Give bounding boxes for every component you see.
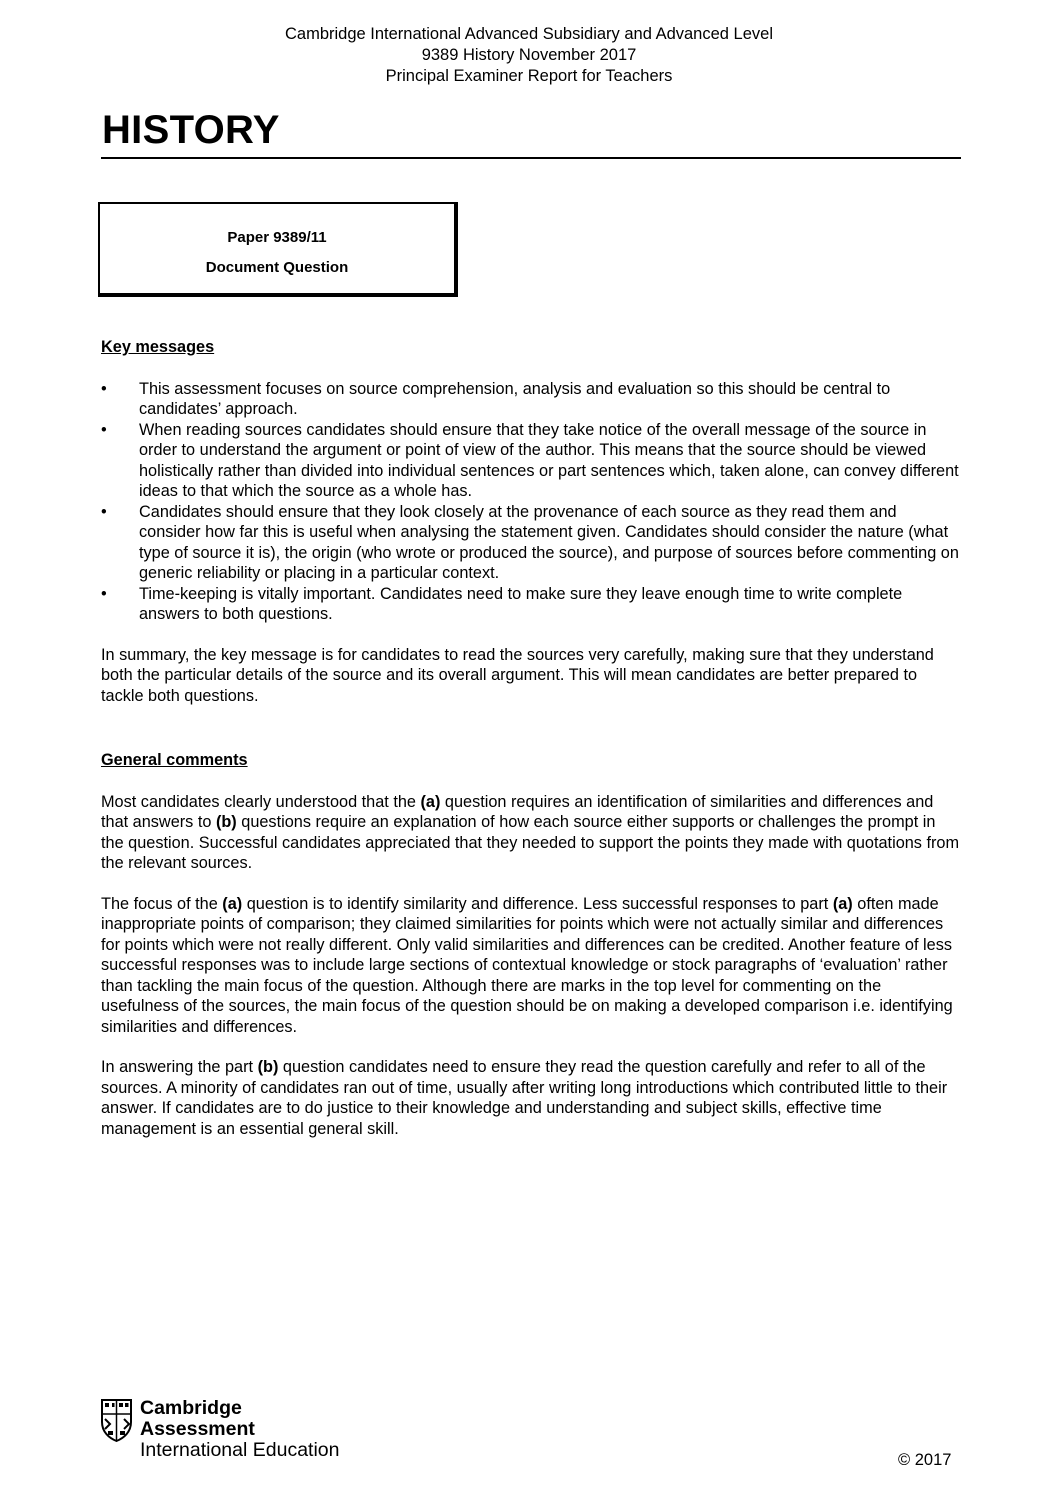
general-comments-paragraph-1 — [101, 792, 961, 874]
general-comments-heading: General comments — [101, 751, 248, 769]
paragraph-text: often made inappropriate points of comparison; they claimed similarities for points which were not actually similar and differences for points which were not really different. Only valid similarities and differences can be credited. Another feature of less successful responses was to include large sections of contextual knowledge or stock paragraphs of ‘evaluation’ rather than tackling the main focus of the question. Although there are marks in the top level for commenting on the usefulness of the sources, the main focus of the question should be on making a developed comparison i.e. identifying similarities and differences. — [101, 894, 953, 1036]
question-part-label: (a) — [420, 792, 441, 811]
key-messages-list — [101, 379, 961, 625]
list-item — [101, 420, 961, 502]
paragraph-text: In answering the part — [101, 1058, 258, 1076]
general-comments-paragraph-3 — [101, 1057, 961, 1139]
list-item — [101, 379, 961, 420]
paper-info-box — [98, 202, 458, 297]
logo-line-2: International Education — [140, 1439, 340, 1461]
paragraph-text: question is to identify similarity and difference. Less successful responses to part — [242, 894, 833, 913]
paragraph-text: question candidates need to ensure they read the question carefully and refer to all of the sources. A minority of candidates ran out of time, usually after writing long introductions which contributed little to their answer. If candidates are to do justice to their knowledge and understanding and subject skills, effective time management is an essential general skill. — [101, 1058, 948, 1138]
list-item-text: Candidates should ensure that they look closely at the provenance of each source as they read them and consider how far this is useful when analysing the statement given. Candidates should consider the nature (what type of source it is), the origin (who wrote or produced the source), and purpose of sources before commenting on generic reliability or placing in a particular context. — [139, 502, 959, 582]
bullet-icon: • — [101, 420, 107, 439]
logo-line-1: Cambridge Assessment — [140, 1397, 255, 1440]
list-item — [101, 502, 961, 584]
question-part-label: (a) — [222, 894, 243, 913]
list-item-text: Time-keeping is vitally important. Candidates need to make sure they leave enough time to write complete answers to both questions. — [139, 584, 903, 623]
paper-type: Document Question — [205, 259, 349, 276]
question-part-label: (a) — [832, 894, 853, 913]
paragraph-text: Most candidates clearly understood that the — [101, 792, 421, 811]
bullet-icon: • — [101, 584, 107, 603]
paper-number: Paper 9389/11 — [227, 229, 327, 246]
page-title: HISTORY — [102, 108, 280, 152]
key-messages-heading: Key messages — [101, 338, 215, 356]
paragraph-text: questions require an explanation of how each source either supports or challenges the prompt in the question. Successful candidates appreciated that they needed to support the points they made with quotations from the relevant sources. — [101, 813, 960, 872]
title-divider — [101, 157, 961, 159]
header-line-2: 9389 History November 2017 — [421, 46, 637, 64]
cambridge-logo — [100, 1397, 360, 1461]
general-comments-section — [101, 750, 961, 1139]
header-line-3: Principal Examiner Report for Teachers — [385, 67, 673, 85]
bullet-icon: • — [101, 379, 107, 398]
list-item-text: This assessment focuses on source comprehension, analysis and evaluation so this should be central to candidates’ approach. — [139, 379, 891, 418]
general-comments-paragraph-2 — [101, 894, 961, 1038]
report-header — [0, 24, 1058, 87]
question-part-label: (b) — [215, 813, 237, 831]
header-line-1: Cambridge International Advanced Subsidiary and Advanced Level — [285, 25, 773, 43]
question-part-label: (b) — [257, 1058, 279, 1076]
paragraph-text: question requires an identification of similarities and differences and that answers to — [101, 792, 934, 831]
list-item — [101, 584, 961, 625]
list-item-text: When reading sources candidates should ensure that they take notice of the overall message of the source in order to understand the argument or point of view of the author. This means that the source should be viewed holistically rather than divided into individual sentences or part sentences which, taken alone, can convey different ideas to that which the source as a whole has. — [139, 420, 959, 500]
copyright-notice: © 2017 — [898, 1451, 952, 1469]
key-messages-section — [101, 337, 961, 706]
shield-icon — [100, 1398, 133, 1442]
paragraph-text: The focus of the — [101, 894, 223, 913]
bullet-icon: • — [101, 502, 107, 521]
key-messages-summary: In summary, the key message is for candidates to read the sources very carefully, making sure that they understand both the particular details of the source and its overall argument. This will mean candidates are better prepared to tackle both questions. — [101, 645, 934, 705]
